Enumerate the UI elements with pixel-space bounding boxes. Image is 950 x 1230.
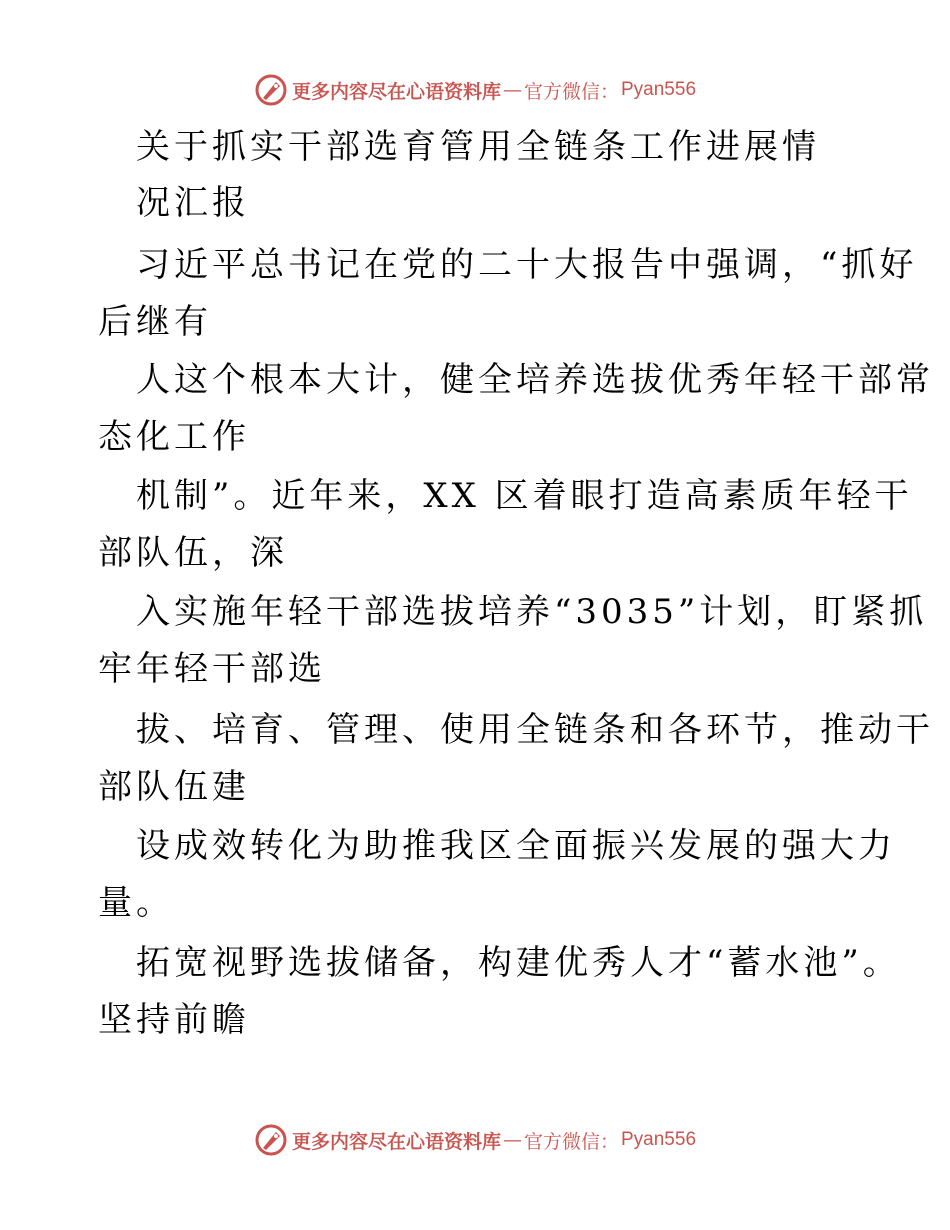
text-line: 关于抓实干部选育管用全链条工作进展情 xyxy=(136,127,820,167)
watermark-dash: — xyxy=(502,1129,522,1151)
text-line: 后继有 xyxy=(98,302,212,342)
text-line: 量。 xyxy=(98,883,174,923)
watermark-id: Pyan556 xyxy=(621,79,697,100)
pen-nib-logo-icon xyxy=(254,73,288,107)
text-line: 况汇报 xyxy=(136,183,250,223)
watermark-label: 官方微信： xyxy=(523,1130,619,1153)
text-line: 人这个根本大计，健全培养选拔优秀年轻干部常 xyxy=(136,360,934,400)
text-line: 态化工作 xyxy=(98,417,250,457)
pen-nib-logo-icon xyxy=(254,1123,288,1157)
text-line: 拓宽视野选拔储备，构建优秀人才“蓄水池”。 xyxy=(136,943,901,983)
text-line: 机制”。近年来，XX 区着眼打造高素质年轻干 xyxy=(136,476,913,516)
footer-watermark xyxy=(0,1120,950,1160)
header-watermark xyxy=(0,70,950,110)
text-line: 部队伍，深 xyxy=(98,533,288,573)
watermark-brand: 更多内容尽在心语资料库 xyxy=(291,1130,501,1153)
text-line: 设成效转化为助推我区全面振兴发展的强大力 xyxy=(136,826,896,866)
text-line: 习近平总书记在党的二十大报告中强调，“抓好 xyxy=(136,245,918,285)
text-line: 坚持前瞻 xyxy=(98,1000,250,1040)
text-line: 入实施年轻干部选拔培养“3035”计划，盯紧抓 xyxy=(136,592,928,632)
watermark-label: 官方微信： xyxy=(523,80,619,103)
watermark-id: Pyan556 xyxy=(621,1129,697,1150)
watermark-brand: 更多内容尽在心语资料库 xyxy=(291,80,501,103)
watermark-dash: — xyxy=(502,79,522,101)
text-line: 拔、培育、管理、使用全链条和各环节，推动干 xyxy=(136,710,934,750)
text-line: 牢年轻干部选 xyxy=(98,649,326,689)
text-line: 部队伍建 xyxy=(98,767,250,807)
